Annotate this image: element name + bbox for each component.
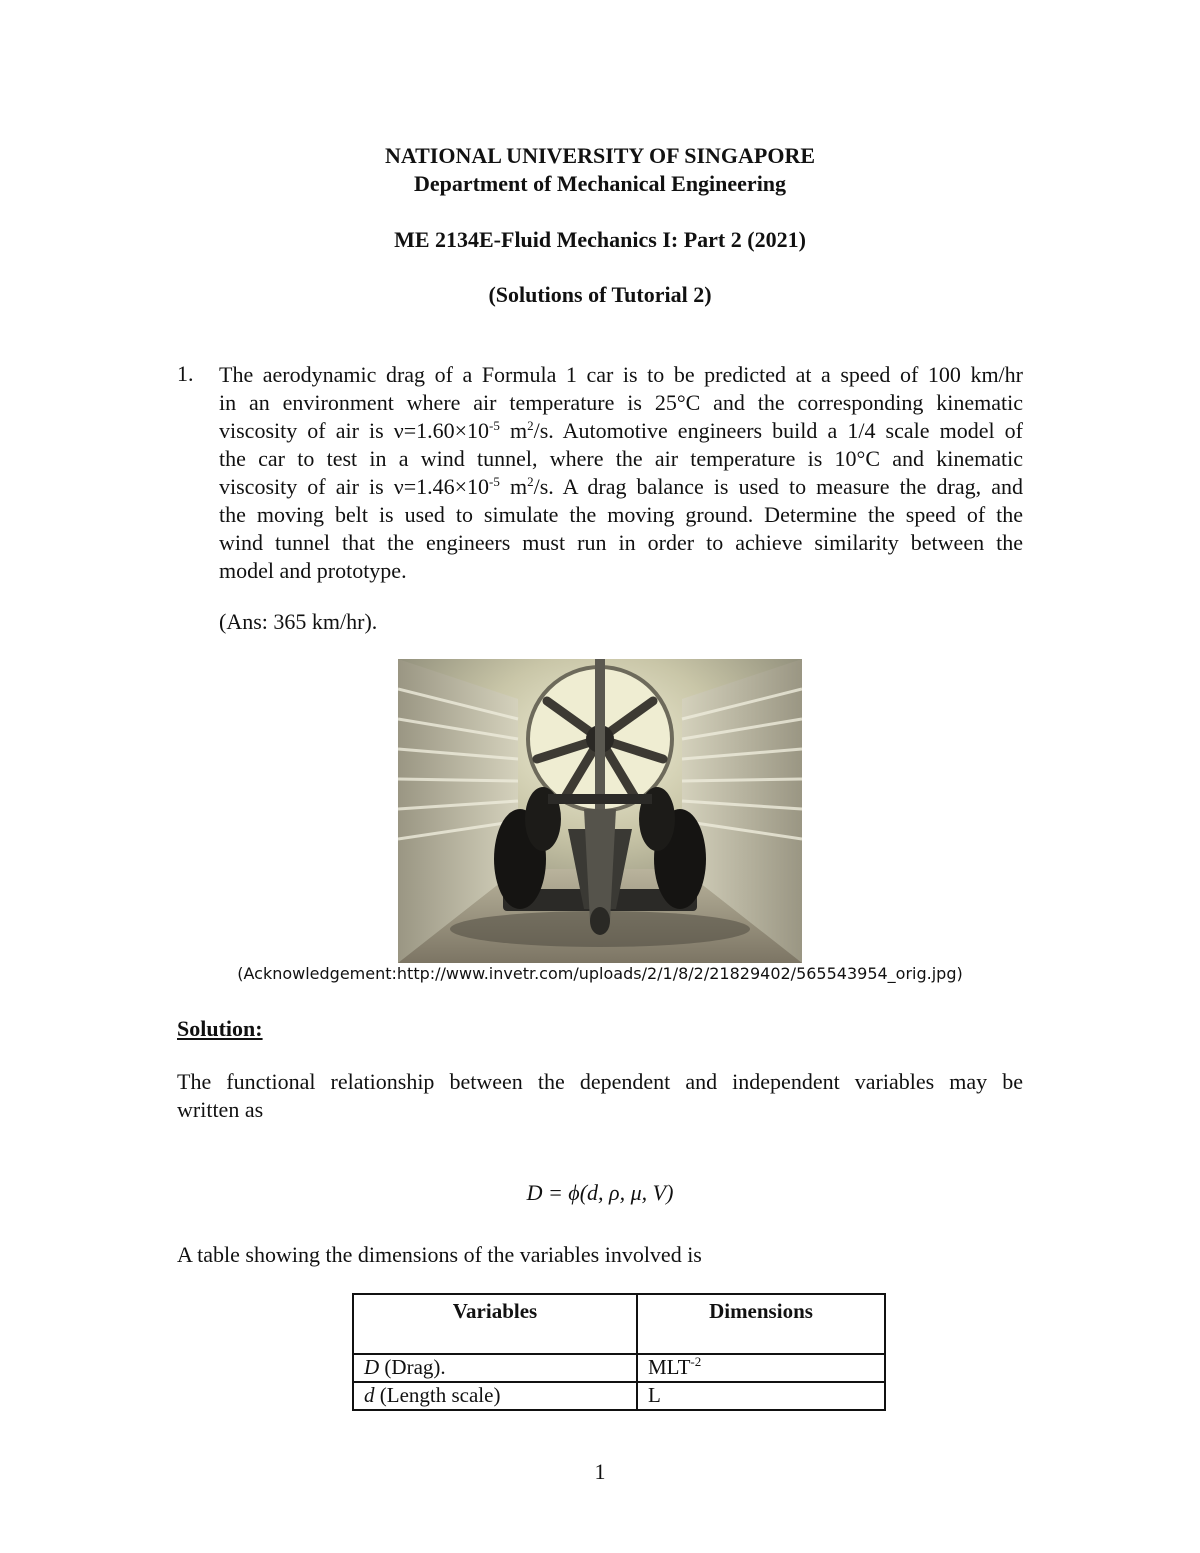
tutorial-subtitle: (Solutions of Tutorial 2)	[488, 282, 712, 307]
question-line: model and prototype.	[219, 558, 407, 583]
question-text	[219, 361, 1023, 585]
functional-equation: D = ϕ(d, ρ, μ, V)	[526, 1180, 674, 1205]
solution-line: written as	[177, 1097, 264, 1122]
solution-heading: Solution:	[177, 1016, 263, 1041]
table-cell: L	[637, 1382, 885, 1410]
question-line: viscosity of air is $\nu=1.60\times 10^{-5}$ $m^2/s$. Automotive engineers build a 1/4 scale model of	[219, 418, 1023, 443]
table-header: Variables	[353, 1294, 637, 1354]
question-line: the moving belt is used to simulate the moving ground. Determine the speed of the	[219, 502, 1023, 527]
table-row	[353, 1382, 885, 1410]
solution-line: The functional relationship between the dependent and independent variables may be	[177, 1069, 1023, 1094]
wind-tunnel-photo	[398, 659, 802, 963]
table-row	[353, 1354, 885, 1382]
question-line: in an environment where air temperature is 25°C and the corresponding kinematic	[219, 390, 1023, 415]
question-line: the car to test in a wind tunnel, where the air temperature is 10°C and kinematic	[219, 446, 1023, 471]
course-title: ME 2134E-Fluid Mechanics I: Part 2 (2021)	[394, 227, 806, 252]
solution-paragraph	[177, 1068, 1023, 1124]
table-header: Dimensions	[637, 1294, 885, 1354]
image-acknowledgement: (Acknowledgement:http://www.invetr.com/uploads/2/1/8/2/21829402/565543954_orig.jpg)	[237, 964, 963, 983]
question-line: viscosity of air is $\nu=1.46\times 10^{-5}$ $m^2/s$. A drag balance is used to measure the drag, and	[219, 474, 1023, 499]
answer-text: (Ans: 365 km/hr).	[219, 609, 378, 634]
table-cell: D (Drag).	[353, 1354, 637, 1382]
university-name: NATIONAL UNIVERSITY OF SINGAPORE	[384, 143, 816, 168]
table-intro: A table showing the dimensions of the variables involved is	[177, 1242, 702, 1267]
question-line: wind tunnel that the engineers must run in order to achieve similarity between the	[219, 530, 1023, 555]
table-cell: d (Length scale)	[353, 1382, 637, 1410]
question-line: The aerodynamic drag of a Formula 1 car is to be predicted at a speed of 100 km/hr	[219, 362, 1023, 387]
dimensions-table	[352, 1293, 886, 1411]
table-cell: $MLT^{-2}$	[637, 1354, 885, 1382]
question-number: 1.	[177, 361, 194, 386]
department-name: Department of Mechanical Engineering	[413, 171, 787, 196]
page-number: 1	[594, 1459, 606, 1484]
